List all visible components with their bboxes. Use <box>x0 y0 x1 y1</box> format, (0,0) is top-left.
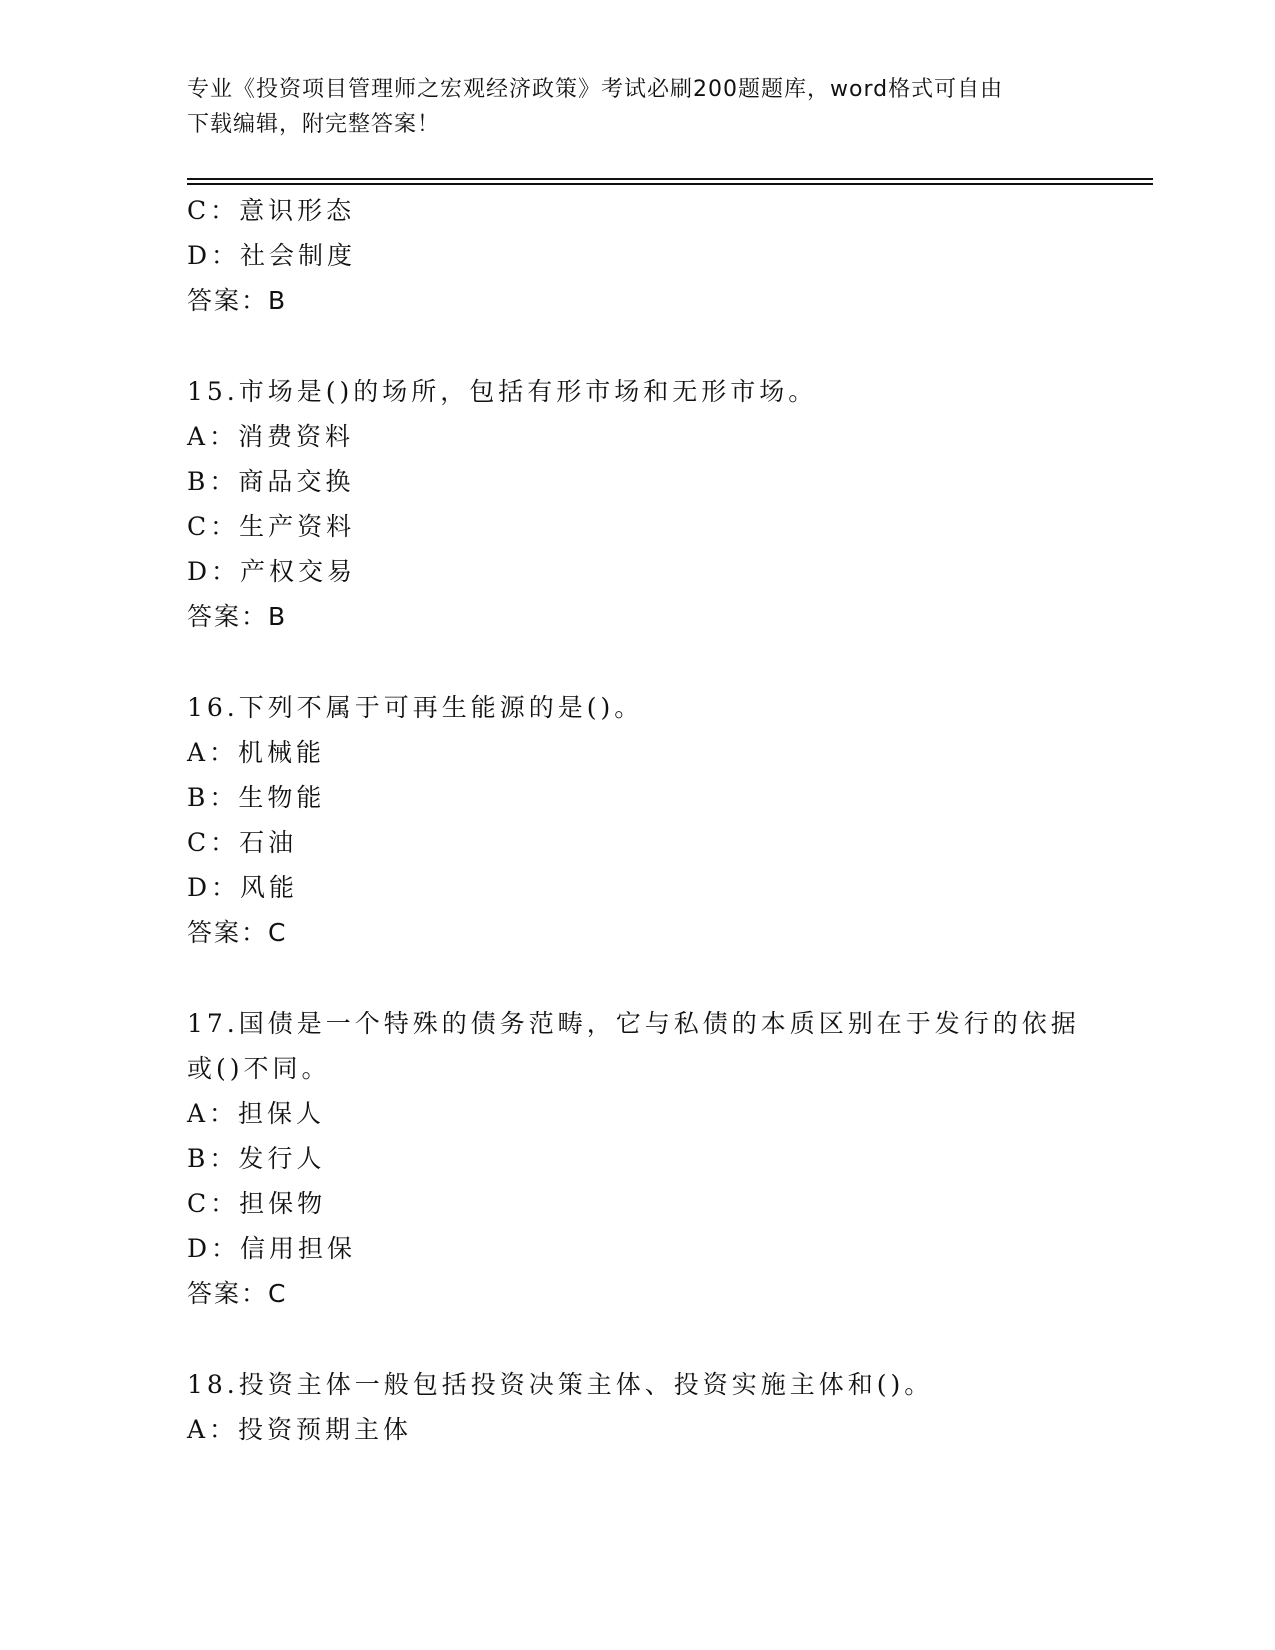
prev-option-c: C：意识形态 <box>187 196 356 225</box>
header-divider-top <box>187 178 1153 180</box>
question-17-answer: 答案：C <box>187 1279 288 1308</box>
question-17-stem-line-2: 或()不同。 <box>187 1054 331 1083</box>
question-15-answer: 答案：B <box>187 602 288 631</box>
header-line-1: 专业《投资项目管理师之宏观经济政策》考试必刷200题题库，word格式可自由 <box>187 77 1004 102</box>
header-divider-bottom <box>187 183 1153 185</box>
document-header <box>187 72 1067 142</box>
question-15-option-a: A：消费资料 <box>187 422 355 451</box>
header-line-2: 下载编辑，附完整答案！ <box>187 112 441 137</box>
question-16-option-a: A：机械能 <box>187 738 326 767</box>
question-17-option-c: C：担保物 <box>187 1189 327 1218</box>
question-15-stem: 15.市场是()的场所，包括有形市场和无形市场。 <box>187 377 818 406</box>
question-15-option-b: B：商品交换 <box>187 467 355 496</box>
prev-option-d: D：社会制度 <box>187 241 357 270</box>
prev-answer: 答案：B <box>187 286 288 315</box>
question-15-option-c: C：生产资料 <box>187 512 356 541</box>
question-15-option-d: D：产权交易 <box>187 557 357 586</box>
question-16-option-d: D：风能 <box>187 873 299 902</box>
question-17-option-b: B：发行人 <box>187 1144 326 1173</box>
question-16-answer: 答案：C <box>187 918 288 947</box>
question-16-option-b: B：生物能 <box>187 783 326 812</box>
question-17-option-a: A：担保人 <box>187 1099 326 1128</box>
question-17-stem-line-1: 17.国债是一个特殊的债务范畴，它与私债的本质区别在于发行的依据 <box>187 1009 1080 1038</box>
question-18-stem: 18.投资主体一般包括投资决策主体、投资实施主体和()。 <box>187 1370 934 1399</box>
question-18-option-a: A：投资预期主体 <box>187 1415 413 1444</box>
question-17-option-d: D：信用担保 <box>187 1234 357 1263</box>
question-16-stem: 16.下列不属于可再生能源的是()。 <box>187 693 644 722</box>
question-16-option-c: C：石油 <box>187 828 298 857</box>
